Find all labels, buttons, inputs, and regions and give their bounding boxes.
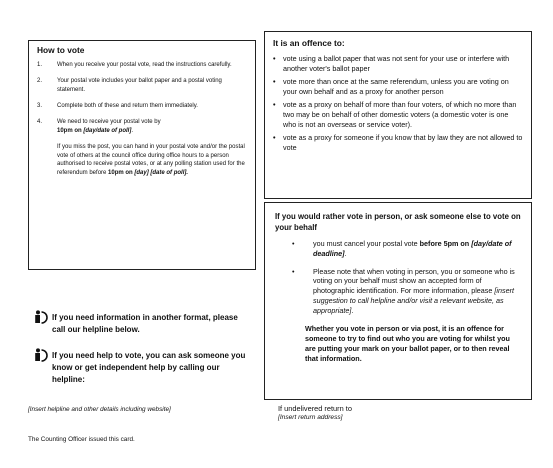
in-person-title: If you would rather vote in person, or ask someone else to vote on your behalf (275, 212, 521, 232)
step-text: We need to receive your postal vote by (57, 119, 161, 125)
cancel-deadline-time: before 5pm on (419, 239, 470, 248)
in-person-item-cancel (275, 239, 521, 259)
step-text: Complete both of these and return them immediately. (57, 103, 198, 109)
helpline-placeholder: [Insert helpline and other details including website] (28, 406, 171, 413)
step-4 (37, 118, 247, 136)
return-label: If undelivered return to (278, 404, 352, 413)
deadline-date: [day/date of poll] (83, 128, 132, 134)
id-text: Please note that when voting in person, you or someone who is voting on your behalf must show an accepted form of photographic identification. For more information, please (313, 266, 515, 296)
id-punct: . (351, 305, 354, 315)
note-text: If you miss the post, you can hand in your postal vote and/or the postal vote of others at the council office during office hours to a person authorised to receive postal votes, or at any polling station used for the referendum before (57, 144, 245, 176)
secrecy-warning: Whether you vote in person or via post, it is an offence for someone to try to find out who you are voting for whilst you are putting your mark on your ballot paper, or to then reveal that information. (305, 323, 510, 363)
step-number: 3. (37, 103, 43, 109)
issued-by-note: The Counting Officer issued this card. (28, 436, 135, 443)
missed-post-note (57, 143, 247, 177)
voting-help-info: If you need help to vote, you can ask someone you know or get independent help by calling our helpline: (52, 351, 246, 384)
information-icon (34, 310, 48, 324)
how-to-vote-title: How to vote (37, 45, 85, 55)
how-to-vote-steps (37, 61, 247, 136)
id-suggestion: [insert suggestion to call helpline and/or visit a relevant website, as appropriate] (313, 286, 514, 315)
step-text: When you receive your postal vote, read the instructions carefully. (57, 62, 232, 68)
vote-in-person-box (264, 202, 532, 400)
offence-item: • vote as a proxy on behalf of more than four voters, of which no more than two may be on behalf of other domestic voters (a domestic voter is one who is not an overseas or service voter). (273, 100, 523, 129)
step-3 (37, 102, 247, 111)
offence-item: • vote more than once at the same referendum, unless you are voting on your own behalf and as a proxy for another person (273, 77, 523, 96)
step-text: Your postal vote includes your ballot paper and a postal voting statement. (57, 78, 222, 93)
note-date: [day] [date of poll]. (134, 169, 189, 176)
offence-list (273, 54, 523, 152)
step-1 (37, 61, 247, 70)
cancel-punct: . (344, 248, 347, 258)
how-to-vote-box (28, 40, 256, 270)
step-number: 4. (37, 119, 43, 125)
in-person-list (275, 239, 521, 316)
offence-title: It is an offence to: (273, 38, 345, 48)
step-number: 1. (37, 62, 43, 68)
offence-box (264, 31, 532, 199)
cancel-text: you must cancel your postal vote (313, 239, 418, 248)
step-number: 2. (37, 78, 43, 84)
step-2 (37, 77, 247, 95)
alternative-format-info: If you need information in another format, please call our helpline below. (52, 313, 238, 334)
step-punct: . (131, 128, 134, 134)
information-icon (34, 348, 48, 362)
return-address: [Insert return address] (278, 414, 343, 421)
cancel-deadline-date: [day/date of deadline] (313, 239, 512, 258)
deadline-time: 10pm on (57, 128, 82, 134)
offence-item: • vote as a proxy for someone if you know that by law they are not allowed to vote (273, 133, 523, 152)
offence-item: • vote using a ballot paper that was not sent for your use or interfere with another voter's ballot paper (273, 54, 523, 73)
in-person-item-id (275, 267, 521, 316)
note-time: 10pm on (108, 169, 133, 176)
